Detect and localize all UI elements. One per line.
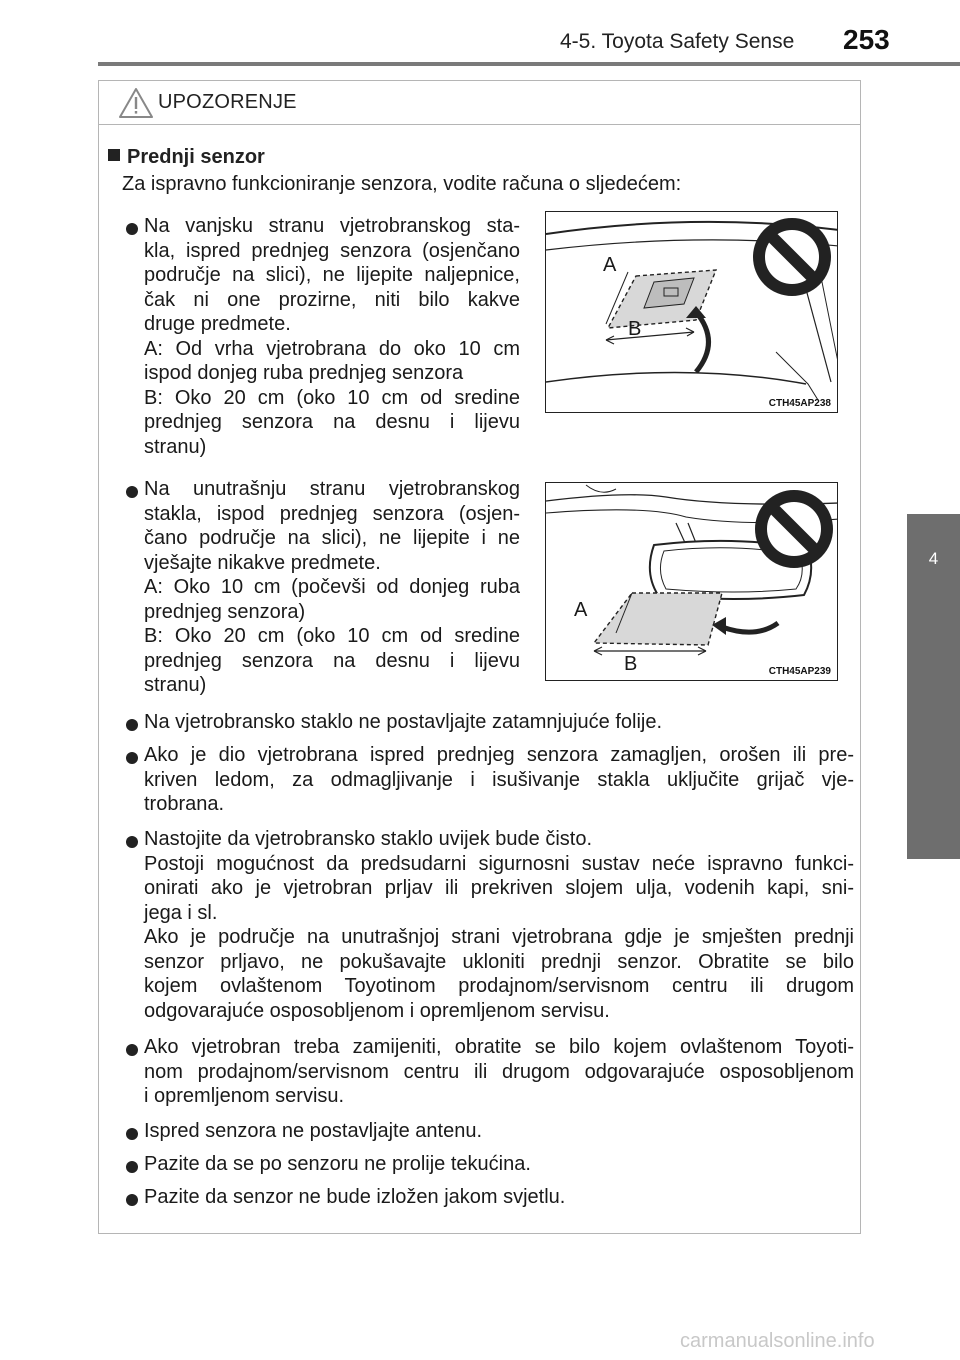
bullet-dot-icon bbox=[126, 1044, 138, 1056]
bullet-dot-icon bbox=[126, 719, 138, 731]
bullet-dot-icon bbox=[126, 1194, 138, 1206]
section-title bbox=[108, 146, 265, 169]
bullet-2: Ako je dio vjetrobrana ispred prednjeg senzora zamagljen, orošen ili pre- kriven ledom, za odmagljivanje i isušivanje stakla uključite grijač vje- trobrana. bbox=[144, 744, 854, 815]
figure1-label-a: A bbox=[603, 254, 617, 276]
watermark: carmanualsonline.info bbox=[680, 1330, 875, 1352]
warning-header bbox=[99, 81, 860, 125]
header-rule bbox=[98, 62, 960, 66]
section-title-text: Prednji senzor bbox=[127, 146, 265, 168]
bullet-dot-icon bbox=[126, 752, 138, 764]
windshield-outside-illustration bbox=[546, 212, 838, 413]
intro-text: Za ispravno funkcioniranje senzora, vodite računa o sljedećem: bbox=[122, 173, 682, 195]
bullet-1: Na vjetrobransko staklo ne postavljajte zatamnjujuće folije. bbox=[144, 711, 663, 733]
section-header: 4-5. Toyota Safety Sense bbox=[560, 30, 795, 53]
figure-windshield-inside bbox=[545, 482, 838, 681]
figure2-label-a: A bbox=[574, 599, 588, 621]
page-number: 253 bbox=[843, 24, 890, 55]
figure1-text: Na vanjsku stranu vjetrobranskog sta- kla, ispred prednjeg senzora (osjenčano područje na slici), ne lijepite naljepnice, čak ni one prozirne, niti bilo kakve druge predmete. A: Od vrha vjetrobrana do oko 10 cm ispod donjeg ruba prednjeg senzora B: Oko 20 cm (oko 10 cm od sredine prednjeg senzora na desnu i lijevu stranu) bbox=[144, 215, 520, 458]
chapter-number: 4 bbox=[928, 549, 939, 568]
square-bullet-icon bbox=[108, 149, 120, 161]
bullet-4: Ako vjetrobran treba zamijeniti, obratite se bilo kojem ovlaštenom Toyoti- nom prodajnom/servisnom centru ili drugom odgovarajuće osposobljenom i opremljenom servisu. bbox=[144, 1036, 854, 1107]
bullet-dot-icon bbox=[126, 1161, 138, 1173]
chapter-tab[interactable] bbox=[907, 514, 960, 859]
figure1-code: CTH45AP238 bbox=[768, 398, 831, 409]
figure2-code: CTH45AP239 bbox=[768, 666, 831, 677]
bullet-3: Nastojite da vjetrobransko staklo uvijek bude čisto. Postoji mogućnost da predsudarni sigurnosni sustav neće ispravno funkci- onirati ako je vjetrobran prljav ili prekriven slojem ulja, vodenih kapi, sni- jega i sl. Ako je područje na unutrašnjoj strani vjetrobrana gdje je smješten prednji senzor prljavo, ne pokušavajte ukloniti prednji senzor. Obratite se bilo kojem ovlaštenom Toyotinom prodajnom/servisnom centru ili drugom odgovarajuće osposobljenom i opremljenom servisu. bbox=[144, 828, 854, 1022]
bullet-dot-icon bbox=[126, 223, 138, 235]
warning-triangle-icon bbox=[118, 87, 154, 119]
bullet-dot-icon bbox=[126, 1128, 138, 1140]
figure2-text: Na unutrašnju stranu vjetrobranskog stakla, ispod prednjeg senzora (osjen- čano područje na slici), ne lijepite i ne vješajte nikakve predmete. A: Oko 10 cm (počevši od donjeg ruba prednjeg senzora) B: Oko 20 cm (oko 10 cm od sredine prednjeg senzora na desnu i lijevu stranu) bbox=[144, 478, 520, 696]
bullet-5: Ispred senzora ne postavljajte antenu. bbox=[144, 1120, 482, 1142]
figure1-label-b: B bbox=[628, 318, 642, 340]
warning-title: UPOZORENJE bbox=[158, 91, 297, 113]
bullet-6: Pazite da se po senzoru ne prolije tekućina. bbox=[144, 1153, 531, 1175]
figure-windshield-outside bbox=[545, 211, 838, 413]
windshield-inside-illustration bbox=[546, 483, 838, 681]
bullet-7: Pazite da senzor ne bude izložen jakom svjetlu. bbox=[144, 1186, 566, 1208]
chapter-label: Vožnja bbox=[14, 606, 36, 667]
bullet-dot-icon bbox=[126, 836, 138, 848]
warning-box bbox=[98, 80, 861, 1234]
bullet-dot-icon bbox=[126, 486, 138, 498]
figure2-label-b: B bbox=[624, 653, 638, 675]
